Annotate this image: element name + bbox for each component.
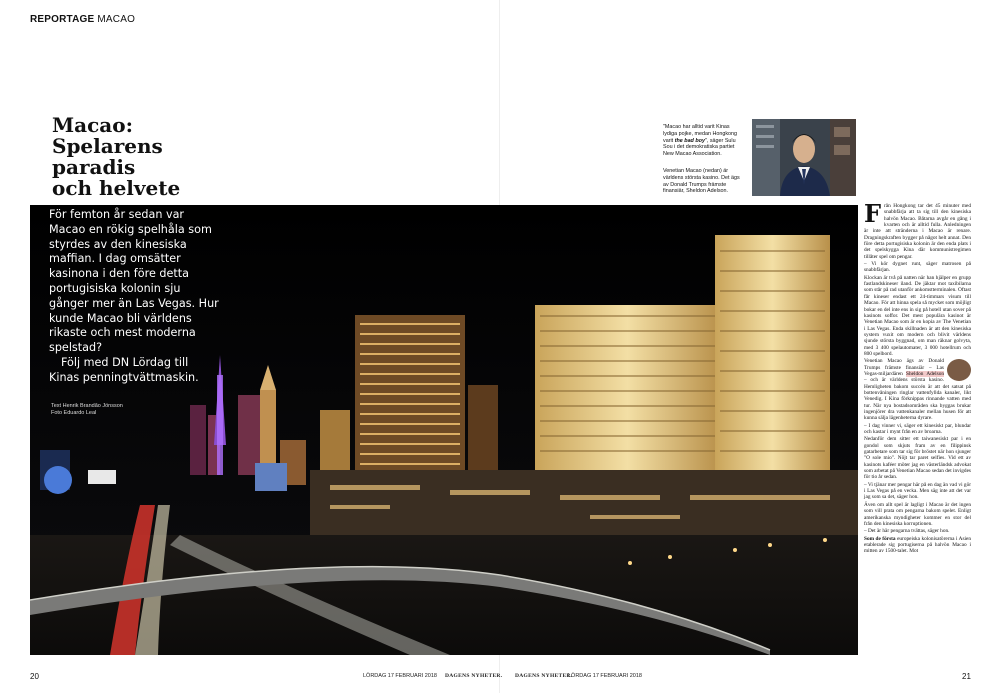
body-paragraph: – och är världens största kasino. Hemligheten bakom succén är att det satsat på bottenvåningen ringlar vattenfyllda kanaler, likt Venedig. I Kina förknippas rinnande vatten med tur. När nya bostadsområden ska byggas brukar ingenjörer dra vattenkanaler mellan husen för att kunna sälja lägenheterna dyrare. [864,377,971,422]
footer-date-right: LÖRDAG 17 FEBRUARI 2018 [568,673,642,679]
byline-photo: Foto Eduardo Leal [51,410,97,416]
headline [52,115,252,199]
body-paragraph: – Det är här pengarna tvättas, säger hon. [864,528,950,535]
highlighted-name: Sheldon Adelson [906,370,944,377]
byline [51,403,123,417]
inset-portrait [947,359,971,381]
body-column [864,199,971,556]
photo-caption: Venetian Macao (nedan) är världens största kasino. Det ägs av Donald Trumps främste finansiär, Sheldon Adelson. [663,168,740,195]
headline-line: och helvete [52,176,181,200]
footer-paper-left [445,673,502,679]
section-label: REPORTAGE [30,14,95,25]
ingress [49,208,221,386]
byline-text: Text Henrik Brandão Jönsson [51,403,123,409]
section-header [30,14,135,25]
body-paragraph: – Vi tjänar mer pengar här på en dag än vad vi gör i Las Vegas på en vecka. Men säg inte att det var jag som sa det, säger hon. [864,481,971,501]
page-number-left: 20 [30,672,39,681]
pull-quote-emphasis: the bad boy [674,137,705,144]
section-topic: MACAO [97,14,136,25]
body-paragraph: rån Hongkong tar det 45 minuter med snabbfärja att ta sig till den kinesiska halvön Macao. Båtarna avgår en gång i kvarten och är alltid fulla. Anledningen är inte att stränderna i Macao är renare. Dragningskraften bygger på något helt annat. Den före detta portugisiska kolonin är den enda plats i det spelskygga Kina där kommunistregimen tillåter spel om pengar. [864,203,971,260]
footer-date-left: LÖRDAG 17 FEBRUARI 2018 [363,673,437,679]
headline-line: Macao: [52,113,133,137]
body-paragraph: Klockan är två på natten när han hjälper en grupp fastlandskineser iland. De jäktar mot taxibilarna som står på rad utanför ankomstterminalen. Oftast får kineser endast ett 24-timmars visum till Macao. För att hinna spela så mycket som möjligt bokar en del inte ens in sig på hotell utan sover på kasinots soffor. Det mest populära kasinot är Venetian Macao som är en kopia av The Venetian i Las Vegas. Enda skillnaden är att den kinesiska systern vuxit om modern och blivit världens sjunde största byggnad, om man räknar golvyta, med 3 400 spelautomater, 3 000 hotellrum och 800 spelbord. [864,274,971,357]
footer-paper-right [515,673,572,679]
body-paragraph: europeiska kolonisatörerna i Asien etablerade sig portugiserna på halvön Macao i mitten av 1500-talet. Mot [864,535,971,555]
headline-line: Spelarens [52,134,163,158]
body-paragraph: – I dag vinner vi, säger ett kinesiskt par, blundar och kastar i mynt från en av broarna. [864,422,971,436]
body-paragraph: Venetian Macao ägs av Donald Trumps främste finansiär – Las Vegas-miljardären [864,358,944,377]
portrait-photo [752,119,856,196]
body-paragraph: – Vi kör dygnet runt, säger matrosen på snabbfärjan. [864,261,971,274]
headline-line: paradis [52,155,136,179]
ingress-paragraph: För femton år sedan var Macao en rökig spelhåla som styrdes av den kinesiska maffian. I dag omsätter kasinona i den före detta portugisiska kolonin sju gånger mer än Las Vegas. Hur kunde Macao bli världens rikaste och mest moderna spelstad? [49,208,219,355]
pull-quote-text-end: ", säger Sulu Sou i det demokratiska partiet New Macao Association. [663,137,736,158]
subhead-lead: Som de första [864,535,896,542]
body-paragraph: Nedanför dem sitter ett taiwanesiskt par i en gondol som skjuts fram av en filippinsk gatarbetare som tar sig för bröstet när hon sjunger "O sole mio". Nöjt tar paret selfies. Vid ett av kasinots kaféer möter jag en västerländsk advokat som arbetat på Venetian Macao sedan det invigdes för tio år sedan. [864,436,971,481]
drop-cap: F [864,199,882,228]
footer-paper-right-text: DAGENS NYHETER. [515,673,573,679]
pull-quote-text: "Macao har alltid varit Kinas lydiga pojke, medan Hongkong varit [663,124,738,144]
ingress-paragraph-2: Följ med DN Lördag till Kinas penningtvättmaskin. [49,355,199,384]
pull-quote [663,124,741,158]
page-number-right: 21 [962,672,971,681]
footer-paper-left-text: DAGENS NYHETER. [445,673,503,679]
body-paragraph: Även om allt spel är lagligt i Macao är det ingen som vill prata om pengarna bakom spelet. Enligt amerikanska myndigheter kommer en stor del från den kinesiska korruptionen. [864,501,971,527]
